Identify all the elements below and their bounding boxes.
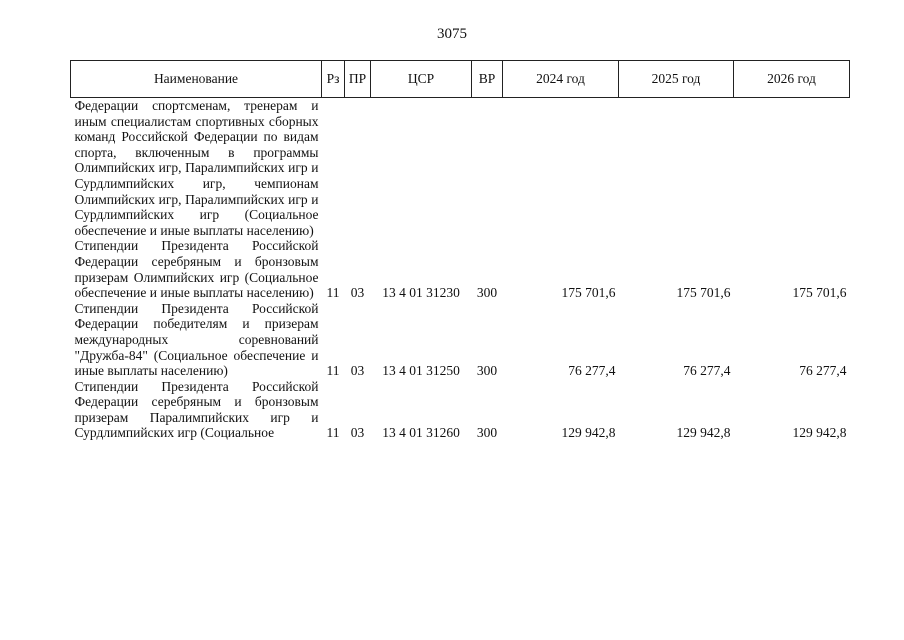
row-2024: 76 277,4 bbox=[568, 363, 616, 379]
table-header bbox=[71, 61, 850, 98]
row-rz: 11 bbox=[326, 363, 340, 379]
row-csr: 13 4 01 31260 bbox=[382, 425, 460, 441]
table-row bbox=[71, 98, 850, 239]
row-2026: 129 942,8 bbox=[792, 425, 847, 441]
row-pr: 03 bbox=[350, 285, 365, 301]
row-vr: 300 bbox=[476, 425, 498, 441]
table-row bbox=[71, 301, 850, 379]
row-2024: 175 701,6 bbox=[561, 285, 616, 301]
header-2024: 2024 год bbox=[503, 61, 619, 98]
row-rz bbox=[322, 98, 345, 239]
row-pr bbox=[345, 98, 371, 239]
row-csr bbox=[371, 98, 472, 239]
row-csr: 13 4 01 31250 bbox=[382, 363, 460, 379]
row-vr bbox=[472, 98, 503, 239]
header-pr: ПР bbox=[345, 61, 371, 98]
table-body bbox=[71, 98, 850, 442]
header-2026: 2026 год bbox=[734, 61, 850, 98]
row-name: Стипендии Президента Российской Федерации победителям и призерам международных соревнований "Дружба-84" (Социальное обеспечение и иные выплаты населению) bbox=[74, 300, 319, 379]
row-2026: 175 701,6 bbox=[792, 285, 847, 301]
row-name: Стипендии Президента Российской Федерации серебряным и бронзовым призерам Олимпийских игр (Социальное обеспечение и иные выплаты населению) bbox=[74, 238, 319, 301]
budget-table bbox=[70, 60, 850, 441]
row-rz: 11 bbox=[326, 425, 340, 441]
row-2026: 76 277,4 bbox=[799, 363, 847, 379]
page-number: 3075 bbox=[437, 26, 467, 42]
row-2025: 76 277,4 bbox=[683, 363, 731, 379]
row-name: Стипендии Президента Российской Федерации серебряным и бронзовым призерам Паралимпийских игр и Сурдлимпийских игр (Социальное bbox=[74, 378, 319, 441]
row-2025: 129 942,8 bbox=[676, 425, 731, 441]
header-csr: ЦСР bbox=[371, 61, 472, 98]
row-name: Федерации спортсменам, тренерам и иным специалистам спортивных сборных команд Российской Федерации по видам спорта, включенным в программы Олимпийских игр, Паралимпийских игр и Сурдлимпийских игр, чемпионам Олимпийских игр, Паралимпийских игр и Сурдлимпийских игр (Социальное обеспечение и иные выплаты населению) bbox=[74, 98, 319, 238]
row-vr: 300 bbox=[476, 285, 498, 301]
row-rz: 11 bbox=[326, 285, 340, 301]
row-csr: 13 4 01 31230 bbox=[382, 285, 460, 301]
row-2025: 175 701,6 bbox=[676, 285, 731, 301]
header-vr: ВР bbox=[472, 61, 503, 98]
row-2025 bbox=[619, 98, 734, 239]
table-row bbox=[71, 379, 850, 441]
header-name: Наименование bbox=[71, 61, 322, 98]
row-2026 bbox=[734, 98, 850, 239]
header-rz: Рз bbox=[322, 61, 345, 98]
row-2024: 129 942,8 bbox=[561, 425, 616, 441]
row-pr: 03 bbox=[350, 425, 365, 441]
row-vr: 300 bbox=[476, 363, 498, 379]
row-pr: 03 bbox=[350, 363, 365, 379]
table-row bbox=[71, 238, 850, 300]
row-2024 bbox=[503, 98, 619, 239]
header-2025: 2025 год bbox=[619, 61, 734, 98]
